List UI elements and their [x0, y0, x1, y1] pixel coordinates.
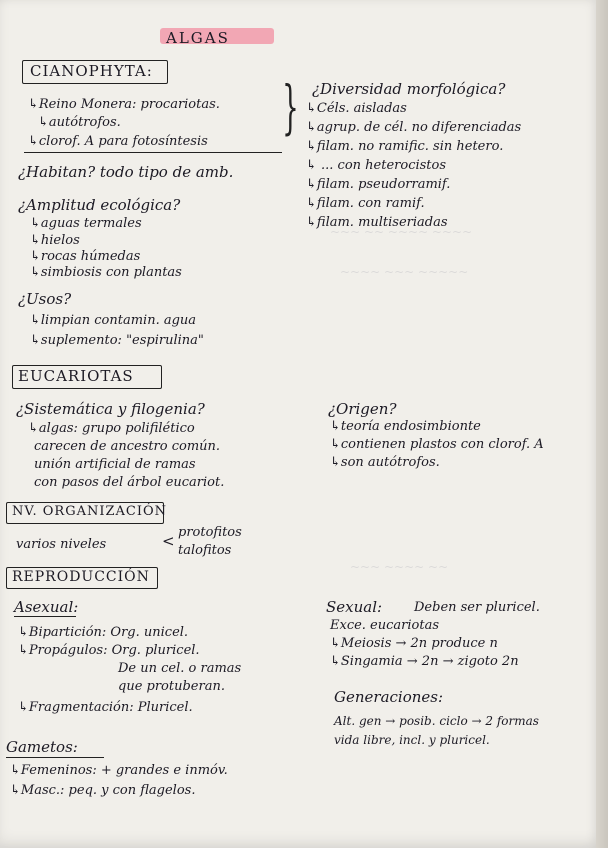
diversidad-item: ↳Céls. aisladas: [306, 101, 407, 116]
cianophyta-autotrofos: ↳autótrofos.: [38, 115, 121, 130]
generaciones-heading: Generaciones:: [334, 688, 444, 706]
diversidad-item: ↳ ... con heterocistos: [306, 158, 447, 173]
generaciones-item: vida libre, incl. y pluricel.: [334, 733, 490, 747]
asexual-item: De un cel. o ramas: [118, 661, 242, 676]
asexual-underline: [14, 616, 76, 617]
sexual-item: Deben ser pluricel.: [414, 600, 540, 615]
gametos-underline: [6, 757, 104, 758]
cianophyta-clorofila: ↳clorof. A para fotosíntesis: [28, 134, 208, 149]
amplitud-item: ↳hielos: [30, 233, 80, 248]
origen-question: ¿Origen?: [328, 400, 397, 418]
bleed-through: ~~~~ ~~~ ~~~~~: [340, 265, 469, 279]
diversidad-item: ↳filam. con ramif.: [306, 196, 425, 211]
page-title: ALGAS: [166, 29, 230, 47]
diversidad-item: ↳filam. pseudorramif.: [306, 177, 451, 192]
gametos-item: ↳Masc.: peq. y con flagelos.: [10, 783, 196, 798]
asexual-item: ↳Propágulos: Org. pluricel.: [18, 643, 200, 658]
cianophyta-header: CIANOPHYTA:: [30, 62, 153, 80]
cianophyta-reino: ↳Reino Monera: procariotas.: [28, 97, 220, 112]
sistematica-item: carecen de ancestro común.: [34, 439, 221, 454]
bleed-through: ~~~ ~~ ~~~~ ~~~~: [330, 225, 473, 239]
sistematica-item: unión artificial de ramas: [34, 457, 196, 472]
habitan-line: ¿Habitan? todo tipo de amb.: [18, 163, 234, 181]
sistematica-question: ¿Sistemática y filogenia?: [16, 400, 205, 418]
page-edge: [596, 0, 608, 848]
origen-item: ↳contienen plastos con clorof. A: [330, 437, 544, 452]
origen-item: ↳teoría endosimbionte: [330, 419, 481, 434]
gametos-heading: Gametos:: [6, 738, 78, 756]
bleed-through: ~~~ ~~~~ ~~: [350, 560, 449, 574]
usos-item: ↳limpian contamin. agua: [30, 313, 197, 328]
protofitos-text: protofitos: [178, 525, 242, 540]
brace: }: [282, 73, 299, 141]
diversidad-question: ¿Diversidad morfológica?: [312, 80, 506, 98]
reproduccion-header: REPRODUCCIÓN: [12, 569, 150, 585]
talofitos-text: talofitos: [178, 543, 232, 558]
asexual-item: ↳Fragmentación: Pluricel.: [18, 700, 193, 715]
sexual-item: Exce. eucariotas: [330, 618, 440, 633]
generaciones-item: Alt. gen → posib. ciclo → 2 formas: [334, 714, 539, 728]
diversidad-item: ↳filam. no ramific. sin hetero.: [306, 139, 504, 154]
origen-item: ↳son autótrofos.: [330, 455, 440, 470]
cianophyta-underline: [24, 152, 282, 153]
sexual-heading: Sexual:: [326, 598, 383, 616]
usos-question: ¿Usos?: [18, 290, 72, 308]
sistematica-item: ↳algas: grupo polifilético: [28, 421, 195, 436]
eucariotas-header: EUCARIOTAS: [18, 367, 134, 385]
asexual-heading: Asexual:: [14, 598, 79, 616]
asexual-item: ↳Bipartición: Org. unicel.: [18, 625, 189, 640]
sexual-item: ↳Singamia → 2n → zigoto 2n: [330, 654, 519, 669]
amplitud-item: ↳simbiosis con plantas: [30, 265, 182, 280]
niveles-branch-icon: <: [162, 532, 175, 550]
gametos-item: ↳Femeninos: + grandes e inmóv.: [10, 763, 228, 778]
amplitud-item: ↳aguas termales: [30, 216, 142, 231]
organizacion-header: NV. ORGANIZACIÓN: [12, 504, 168, 519]
niveles-text: varios niveles: [16, 537, 107, 552]
sexual-item: ↳Meiosis → 2n produce n: [330, 636, 498, 651]
amplitud-item: ↳rocas húmedas: [30, 249, 141, 264]
usos-item: ↳suplemento: "espirulina": [30, 333, 204, 348]
sistematica-item: con pasos del árbol eucariot.: [34, 475, 225, 490]
amplitud-question: ¿Amplitud ecológica?: [18, 196, 181, 214]
asexual-item: que protuberan.: [118, 679, 225, 694]
diversidad-item: ↳filam. multiseriadas: [306, 215, 448, 230]
diversidad-item: ↳agrup. de cél. no diferenciadas: [306, 120, 522, 135]
